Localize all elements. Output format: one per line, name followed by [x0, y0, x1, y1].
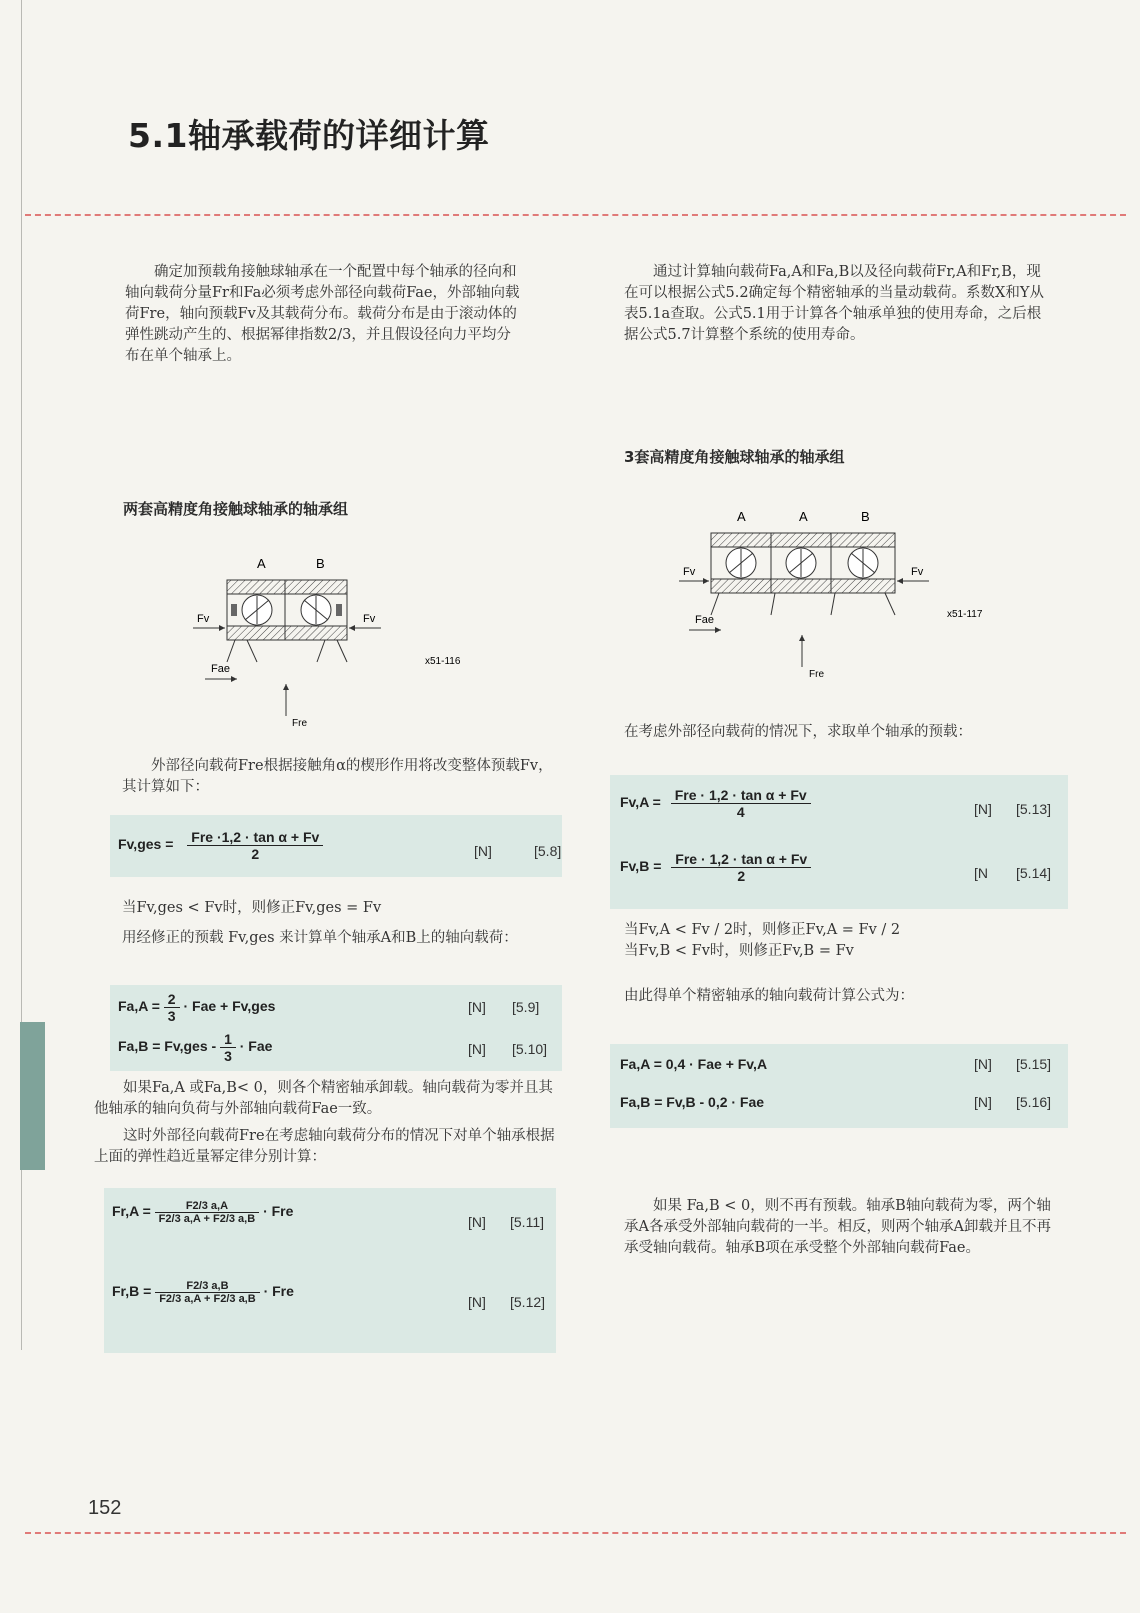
right-intro-paragraph: 通过计算轴向载荷Fa,A和Fa,B以及径向载荷Fr,A和Fr,B，现在可以根据公式5.2确定每个精密轴承的当量动载荷。系数X和Y从表5.1a查取。公式5.1用于计算各个轴承单独的使用寿命，之后根据公式5.7计算整个系统的使用寿命。 [624, 264, 1044, 343]
page-title: 5.1轴承载荷的详细计算 [128, 116, 490, 155]
axial-load-paragraph: 由此得单个精密轴承的轴向载荷计算公式为： [624, 988, 914, 1004]
formula-5-16-unit: [N] [974, 1094, 992, 1110]
formula-5-13-ref: [5.13] [1016, 801, 1052, 817]
correction-condition-1: 当Fv,ges < Fv时，则修正Fv,ges = Fv [122, 900, 382, 916]
formula-5-12-unit: [N] [468, 1294, 486, 1310]
radial-distribution-paragraph: 这时外部径向载荷Fre在考虑轴向载荷分布的情况下对单个轴承根据上面的弹性趋近量幂定律分别计算： [94, 1128, 555, 1165]
formula-5-11-denominator: F2/3 a,A + F2/3 a,B [158, 1213, 256, 1225]
formula-5-10-lhs: Fa,B = Fv,ges - [118, 1038, 217, 1055]
formula-box-5-15-5-16 [610, 1044, 1068, 1128]
fig2-fv-left-label: Fv [197, 613, 210, 625]
fig3-fv-right-label: Fv [911, 566, 924, 578]
formula-5-10-unit: [N] [468, 1041, 486, 1057]
fig2-figure-code: x51-116 [425, 656, 461, 667]
fig3-fv-left-label: Fv [683, 566, 696, 578]
formula-5-9-numerator: 2 [164, 991, 180, 1008]
formula-box-5-9-5-10 [110, 985, 562, 1071]
wedge-effect-paragraph: 外部径向载荷Fre根据接触角α的楔形作用将改变整体预载Fv，其计算如下： [122, 758, 553, 795]
formula-5-9-lhs: Fa,A = [118, 998, 160, 1015]
formula-5-12-lhs: Fr,B = [112, 1283, 152, 1300]
formula-5-8-ref: [5.8] [534, 843, 562, 859]
formula-5-11-rest: · Fre [263, 1203, 294, 1220]
formula-5-15: Fa,A = 0,4 · Fae + Fv,A [620, 1056, 768, 1072]
fig3-figure-code: x51-117 [947, 609, 983, 620]
formula-5-9-ref: [5.9] [512, 999, 540, 1015]
fig3-label-a2: A [799, 509, 808, 524]
formula-5-11-numerator: F2/3 a,A [155, 1200, 260, 1213]
formula-5-12-rest: · Fre [263, 1283, 294, 1300]
header-divider [25, 214, 1126, 216]
left-intro-paragraph: 确定加预载角接触球轴承在一个配置中每个轴承的径向和轴向载荷分量Fr和Fa必须考虑外部径向载荷Fae，外部轴向载荷Fre，轴向预载Fv及其载荷分布。载荷分布是由于滚动体的弹性跳动产生的、根据幂律指数2/3，并且假设径向力平均分布在单个轴承上。 [125, 264, 520, 364]
correction-condition-2: 当Fv,A < Fv / 2时，则修正Fv,A = Fv / 2 [624, 922, 901, 938]
fig2-fv-right-label: Fv [363, 613, 376, 625]
formula-5-8-numerator: Fre ·1,2 · tan α + Fv [187, 829, 323, 846]
formula-5-8-denominator: 2 [251, 846, 260, 862]
fig3-fae-label: Fae [695, 614, 714, 626]
fig3-fre-label: Fre [809, 669, 824, 680]
formula-box-5-8 [110, 815, 562, 877]
formula-5-8-lhs: Fv,ges = [118, 836, 174, 853]
three-bearing-diagram [675, 505, 1005, 685]
formula-5-8-unit: [N] [474, 843, 492, 859]
fig2-label-b: B [316, 556, 325, 571]
formula-5-12-denominator: F2/3 a,A + F2/3 a,B [159, 1293, 256, 1305]
formula-5-11-ref: [5.11] [510, 1214, 544, 1230]
correction-condition-3: 当Fv,B < Fv时，则修正Fv,B = Fv [624, 943, 854, 959]
fig3-label-a1: A [737, 509, 746, 524]
formula-5-9-denominator: 3 [167, 1008, 176, 1024]
fig2-label-a: A [257, 556, 266, 571]
two-bearing-set-heading: 两套高精度角接触球轴承的轴承组 [123, 500, 349, 518]
side-tab-marker [20, 1022, 45, 1170]
formula-5-16-ref: [5.16] [1016, 1094, 1052, 1110]
fig2-fre-label: Fre [292, 718, 307, 729]
formula-5-14-numerator: Fre · 1,2 · tan α + Fv [671, 851, 811, 868]
formula-5-13-numerator: Fre · 1,2 · tan α + Fv [671, 787, 811, 804]
formula-5-9-unit: [N] [468, 999, 486, 1015]
fig2-fae-label: Fae [211, 663, 230, 675]
preload-paragraph: 在考虑外部径向载荷的情况下，求取单个轴承的预载： [624, 724, 972, 740]
formula-5-12-numerator: F2/3 a,B [155, 1280, 260, 1293]
formula-5-13-unit: [N] [974, 801, 992, 817]
formula-5-9-rest: · Fae + Fv,ges [183, 998, 276, 1015]
formula-5-11-unit: [N] [468, 1214, 486, 1230]
formula-5-14-denominator: 2 [737, 868, 746, 884]
three-bearing-set-heading: 3套高精度角接触球轴承的轴承组 [624, 448, 845, 466]
formula-5-10-numerator: 1 [220, 1031, 236, 1048]
formula-5-11-lhs: Fr,A = [112, 1203, 151, 1220]
formula-5-16: Fa,B = Fv,B - 0,2 · Fae [620, 1094, 765, 1110]
formula-5-13-lhs: Fv,A = [620, 794, 661, 811]
formula-5-15-unit: [N] [974, 1056, 992, 1072]
formula-box-5-13-5-14 [610, 775, 1068, 909]
formula-5-14-ref: [5.14] [1016, 865, 1052, 881]
page-number: 152 [88, 1497, 122, 1519]
formula-5-10-ref: [5.10] [512, 1041, 548, 1057]
footer-divider [25, 1532, 1126, 1534]
formula-5-12-ref: [5.12] [510, 1294, 546, 1310]
formula-5-14-lhs: Fv,B = [620, 858, 662, 875]
formula-5-13-denominator: 4 [736, 804, 745, 820]
two-bearing-diagram [185, 548, 475, 733]
unloading-paragraph: 如果Fa,A 或Fa,B< 0，则各个精密轴承卸载。轴向载荷为零并且其他轴承的轴向负荷与外部轴向载荷Fae一致。 [94, 1080, 553, 1117]
fig3-label-b: B [861, 509, 870, 524]
final-paragraph: 如果 Fa,B < 0，则不再有预载。轴承B轴向载荷为零，两个轴承A各承受外部轴向载荷的一半。相反，则两个轴承A卸载并且不再承受轴向载荷。轴承B项在承受整个外部轴向载荷Fae。 [624, 1198, 1051, 1256]
corrected-preload-paragraph: 用经修正的预载 Fv,ges 来计算单个轴承A和B上的轴向载荷： [122, 930, 518, 946]
formula-5-15-ref: [5.15] [1016, 1056, 1052, 1072]
formula-box-5-11-5-12 [104, 1188, 556, 1353]
formula-5-14-unit: [N [974, 865, 988, 881]
formula-5-10-rest: · Fae [239, 1038, 273, 1055]
formula-5-10-denominator: 3 [224, 1048, 232, 1064]
